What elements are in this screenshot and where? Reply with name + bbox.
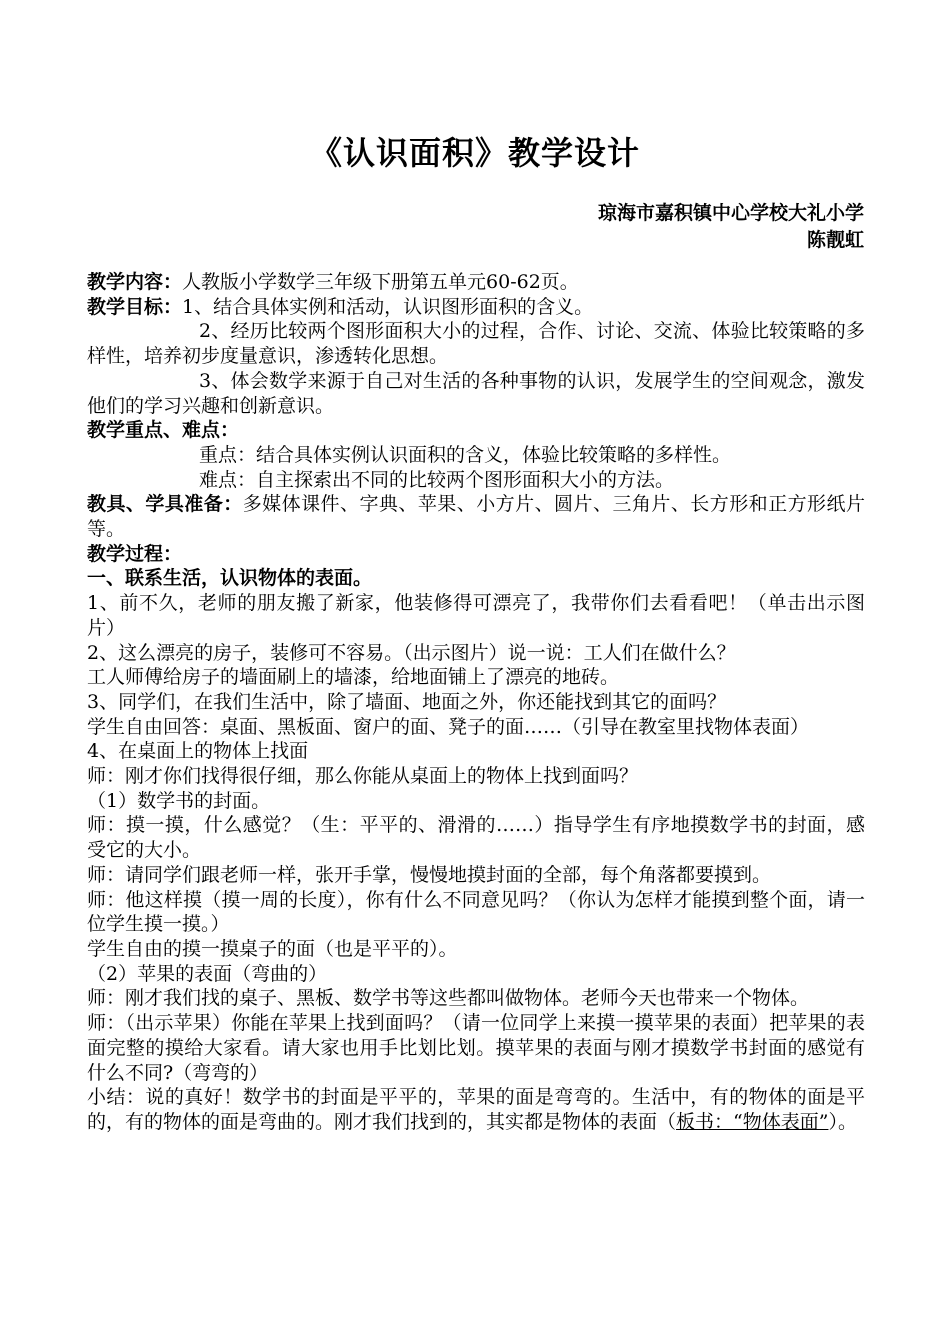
key-point: 重点：结合具体实例认识面积的含义，体验比较策略的多样性。: [199, 443, 732, 466]
summary-end: ）。: [828, 1110, 857, 1133]
process-p5: （1）数学书的封面。: [87, 789, 271, 812]
process-p4b: 师：刚才你们找得很仔细，那么你能从桌面上的物体上找到面吗？: [87, 765, 639, 788]
keypoints-label: 教学重点、难点：: [87, 419, 240, 442]
section-1-heading: 一、联系生活，认识物体的表面。: [87, 567, 373, 590]
process-p3: 3、同学们，在我们生活中，除了墙面、地面之外，你还能找到其它的面吗？: [87, 690, 727, 713]
process-p1: 1、前不久，老师的朋友搬了新家，他装修得可漂亮了，我带你们去看看吧！（单击出示图片）: [87, 592, 865, 639]
board-note: 板书：“物体表面”: [676, 1110, 829, 1133]
process-label: 教学过程：: [87, 542, 183, 565]
content-text: 人教版小学数学三年级下册第五单元60-62页。: [182, 271, 579, 293]
goal-1: 1、结合具体实例和活动，认识图形面积的含义。: [182, 295, 594, 318]
goals-label: 教学目标：: [87, 295, 183, 318]
document-body: [87, 270, 865, 1135]
goal-3: 3、体会数学来源于自己对生活的各种事物的认识，发展学生的空间观念，激发他们的学习兴趣和创新意识。: [87, 369, 865, 417]
author-name: 陈靓虹: [806, 229, 864, 251]
tools-label: 教具、学具准备：: [87, 493, 243, 516]
summary-text: 小结：说的真好！数学书的封面是平平的，苹果的面是弯弯的。生活中，有的物体的面是平的，有的物体的面是弯曲的。刚才我们找到的，其实都是物体的表面（: [87, 1086, 865, 1133]
content-label: 教学内容：: [87, 271, 183, 293]
content-paragraph: [87, 270, 865, 295]
tools-text: 多媒体课件、字典、苹果、小方片、圆片、三角片、长方形和正方形纸片等。: [87, 493, 865, 541]
tools-paragraph: [87, 492, 865, 541]
process-p4: 4、在桌面上的物体上找面: [87, 740, 309, 763]
process-p7: 师：请同学们跟老师一样，张开手掌，慢慢地摸封面的全部，每个角落都要摸到。: [87, 863, 772, 886]
goal-2: 2、经历比较两个图形面积大小的过程，合作、讨论、交流、体验比较策略的多样性，培养初步度量意识，渗透转化思想。: [87, 320, 865, 368]
process-p13: [87, 1085, 865, 1134]
page-title: 《认识面积》教学设计: [309, 134, 640, 172]
process-p11: 师：刚才我们找的桌子、黑板、数学书等这些都叫做物体。老师今天也带来一个物体。: [87, 987, 810, 1010]
process-p10: （2）苹果的表面（弯曲的）: [87, 962, 328, 985]
author-school: 琼海市嘉积镇中心学校大礼小学: [597, 202, 864, 224]
author-block: [598, 200, 864, 254]
process-p2: 2、这么漂亮的房子，装修可不容易。（出示图片）说一说：工人们在做什么？: [87, 641, 736, 664]
process-p12: 师：（出示苹果）你能在苹果上找到面吗？（请一位同学上来摸一摸苹果的表面）把苹果的表面完整的摸给大家看。请大家也用手比划比划。摸苹果的表面与刚才摸数学书封面的感觉有什么不同?（弯弯的）: [87, 1012, 865, 1084]
process-p6: 师：摸一摸，什么感觉？（生：平平的、滑滑的……）指导学生有序地摸数学书的封面，感受它的大小。: [87, 814, 865, 862]
difficult-point: 难点：自主探索出不同的比较两个图形面积大小的方法。: [199, 468, 675, 491]
goals-paragraph: [87, 295, 865, 320]
process-p9: 学生自由的摸一摸桌子的面（也是平平的）。: [87, 937, 458, 960]
process-p8: 师：他这样摸（摸一周的长度），你有什么不同意见吗？（你认为怎样才能摸到整个面，请一位学生摸一摸。）: [87, 888, 865, 936]
process-p3b: 学生自由回答：桌面、黑板面、窗户的面、凳子的面……（引导在教室里找物体表面）: [87, 715, 810, 738]
process-p2b: 工人师傅给房子的墙面刷上的墙漆，给地面铺上了漂亮的地砖。: [87, 666, 620, 689]
